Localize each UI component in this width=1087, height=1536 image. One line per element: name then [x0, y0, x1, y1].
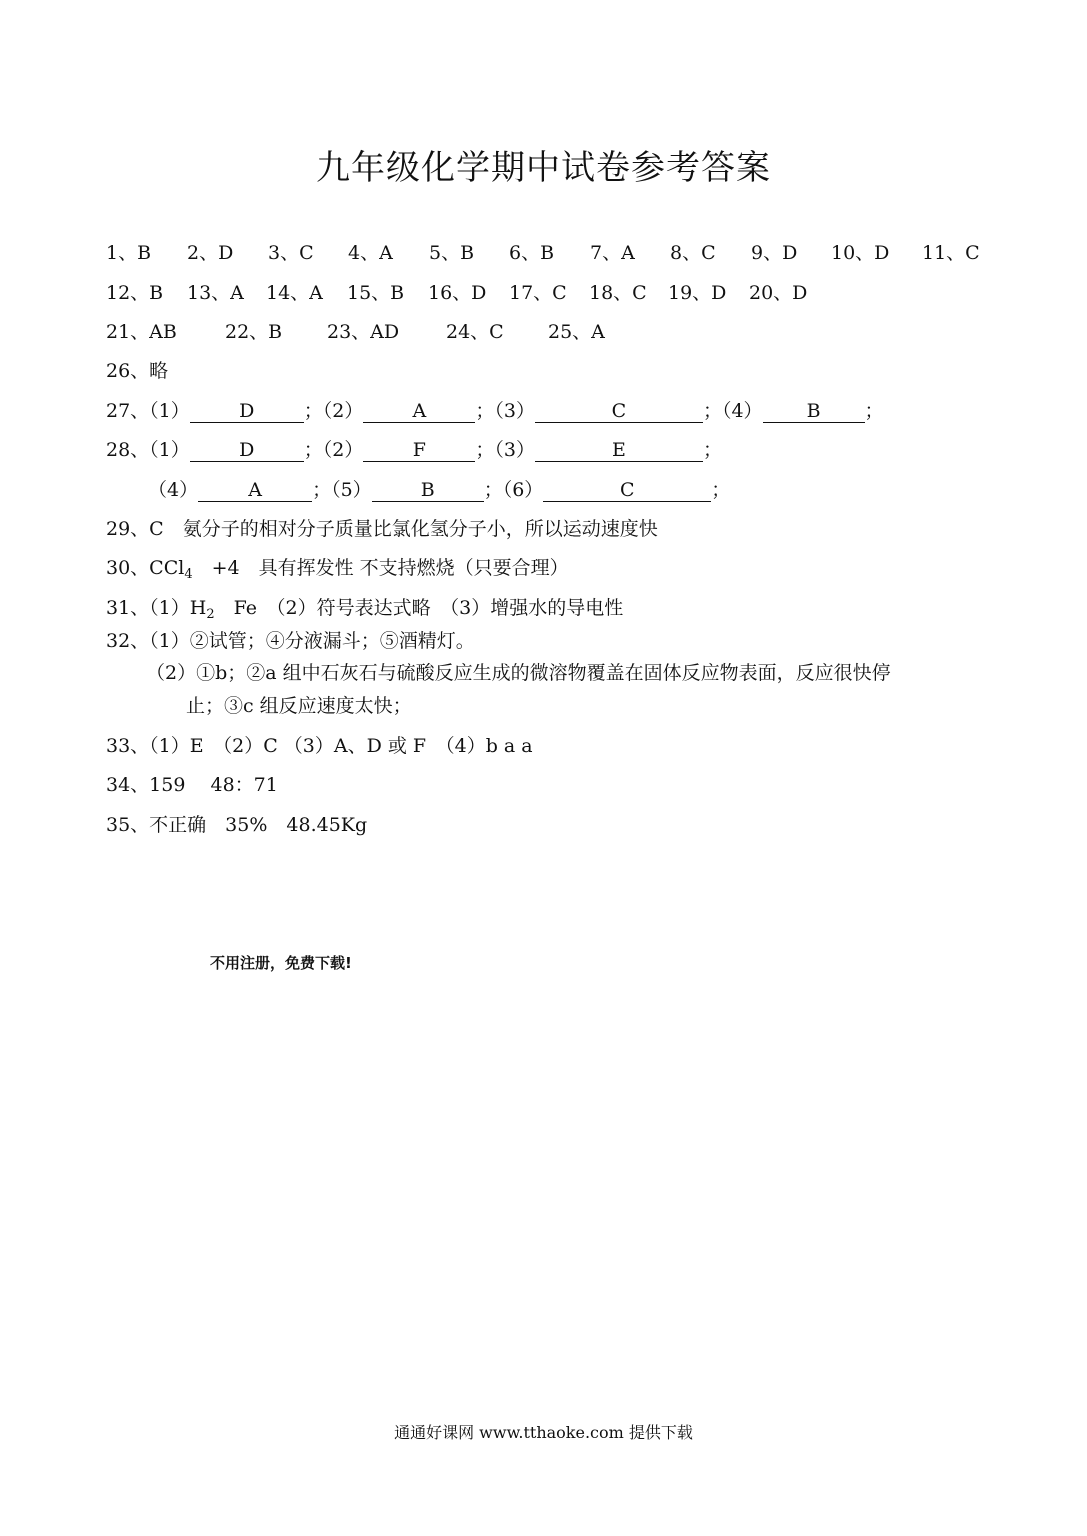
- page-footer: 通通好课网 www.tthaoke.com 提供下载: [394, 1423, 693, 1442]
- answer-31-formula: 31、（1）H: [106, 597, 207, 619]
- answer-item: 18、C: [589, 282, 647, 304]
- download-note: 不用注册，免费下载!: [210, 954, 352, 972]
- answer-item: 24、C: [446, 321, 504, 343]
- answer-item: 2、D: [187, 242, 234, 264]
- answer-34: 34、159 48：71: [106, 774, 278, 796]
- answer-item: 7、A: [590, 242, 635, 264]
- answer-item: 20、D: [749, 282, 808, 304]
- answer-item: 15、B: [347, 282, 405, 304]
- fill-blank: F: [363, 439, 475, 462]
- answer-item: 16、D: [428, 282, 487, 304]
- fill-blank: D: [190, 400, 304, 423]
- answer-item: 14、A: [266, 282, 323, 304]
- answer-item: 10、D: [831, 242, 890, 264]
- answer-30-text: +4 具有挥发性 不支持燃烧（只要合理）: [192, 557, 569, 579]
- answer-28-sep: ；（5）: [312, 479, 372, 501]
- answer-31-subscript: 2: [206, 607, 215, 622]
- answer-item: 21、AB: [106, 321, 177, 343]
- answer-31-text: Fe （2）符号表达式略 （3）增强水的导电性: [214, 597, 624, 619]
- answer-32-line-3: 止；③c 组反应速度太快；: [186, 695, 412, 717]
- answer-item: 8、C: [670, 242, 716, 264]
- fill-blank: B: [372, 479, 484, 502]
- answer-26: 26、略: [106, 360, 169, 382]
- answer-27-sep: ；（4）: [702, 400, 763, 422]
- answer-item: 3、C: [268, 242, 314, 264]
- answer-33: 33、（1）E （2）C （3）A、D 或 F （4）b a a: [106, 735, 533, 757]
- fill-blank: D: [190, 439, 304, 462]
- answer-row-2: [0, 281, 1087, 305]
- answer-28-sep: ；（2）: [303, 439, 364, 461]
- answer-item: 17、C: [509, 282, 567, 304]
- answer-28-prefix: 28、（1）: [106, 439, 190, 461]
- answer-row-3: [0, 320, 1087, 344]
- answer-32-line-1: 32、（1）②试管；④分液漏斗；⑤酒精灯。: [106, 630, 475, 652]
- answer-28-sep: （4）: [148, 479, 199, 501]
- answer-28-end: ；: [702, 439, 722, 461]
- answer-28-end: ；: [711, 479, 731, 501]
- fill-blank: B: [763, 400, 865, 423]
- answer-item: 22、B: [225, 321, 283, 343]
- answer-item: 11、C: [922, 242, 980, 264]
- answer-row-1: [0, 241, 1087, 265]
- answer-item: 23、AD: [327, 321, 400, 343]
- fill-blank: A: [363, 400, 475, 423]
- answer-31: [106, 596, 623, 627]
- answer-28-line-1: [106, 438, 722, 462]
- answer-item: 13、A: [187, 282, 244, 304]
- answer-35: 35、不正确 35% 48.45Kg: [106, 814, 368, 836]
- fill-blank: C: [543, 479, 711, 502]
- answer-item: 19、D: [668, 282, 727, 304]
- answer-27: [106, 399, 884, 423]
- answer-30: [106, 556, 569, 587]
- fill-blank: A: [198, 479, 312, 502]
- answer-28-sep: ；（6）: [483, 479, 544, 501]
- answer-32-line-2: （2）①b；②a 组中石灰石与硫酸反应生成的微溶物覆盖在固体反应物表面，反应很快停: [146, 662, 891, 684]
- answer-item: 12、B: [106, 282, 164, 304]
- answer-item: 25、A: [548, 321, 605, 343]
- answer-30-formula: 30、CCl: [106, 557, 185, 579]
- answer-item: 9、D: [751, 242, 798, 264]
- answer-item: 4、A: [348, 242, 393, 264]
- answer-28-sep: ；（3）: [475, 439, 535, 461]
- answer-28-line-2: [148, 478, 730, 502]
- answer-item: 1、B: [106, 242, 152, 264]
- answer-27-sep: ；（3）: [475, 400, 535, 422]
- page-title: 九年级化学期中试卷参考答案: [316, 148, 771, 188]
- answer-item: 5、B: [429, 242, 475, 264]
- answer-30-subscript: 4: [184, 567, 193, 582]
- fill-blank: E: [535, 439, 703, 462]
- answer-item: 6、B: [509, 242, 555, 264]
- answer-27-sep: ；（2）: [303, 400, 364, 422]
- answer-27-end: ；: [864, 400, 884, 422]
- fill-blank: C: [535, 400, 703, 423]
- answer-27-prefix: 27、（1）: [106, 400, 190, 422]
- answer-29: 29、C 氨分子的相对分子质量比氯化氢分子小，所以运动速度快: [106, 518, 658, 540]
